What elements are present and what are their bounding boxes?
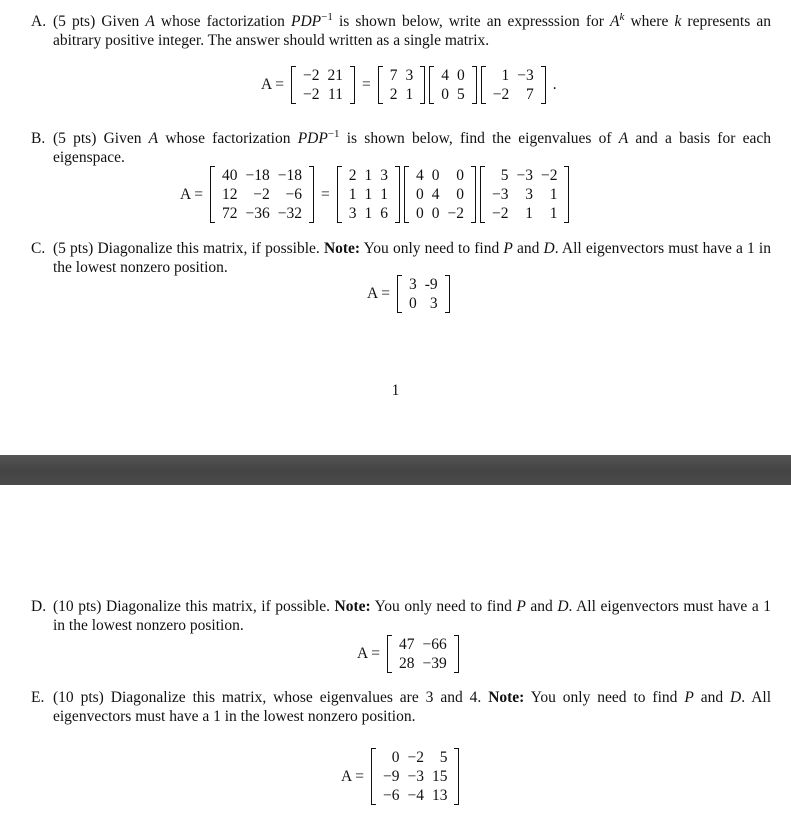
problem-e-equation	[336, 748, 461, 805]
problem-b-text: (5 pts) Given A whose factorization $PDP^{-1}$ is shown below, find the eigenvalues of A and a basis for each eigenspace.	[53, 127, 771, 166]
problem-e	[31, 688, 771, 726]
matrix-a	[371, 748, 460, 805]
matrix-entry-r2-c1: 0	[415, 185, 424, 203]
matrix-p-inverse	[481, 66, 546, 104]
page-separator	[0, 455, 791, 485]
matrix-entry-r3-c1: 3	[348, 204, 357, 222]
matrix-entry-r2-c2: 5	[456, 85, 465, 103]
problem-a-equation	[256, 66, 562, 104]
matrix-entry-r1-c3: −18	[277, 166, 302, 184]
problem-d-equation	[352, 635, 461, 673]
matrix-entry-r1-c3: 3	[380, 166, 388, 184]
matrix-entry-r2-c2: 3	[429, 294, 438, 312]
matrix-entry-r3-c2: 0	[431, 204, 440, 222]
matrix-entry-r1-c2: 0	[456, 66, 465, 84]
matrix-entry-r2-c2: 7	[525, 85, 534, 103]
matrix-grid	[342, 166, 395, 223]
matrix-entry-r3-c3: −2	[447, 204, 464, 222]
matrix-grid	[434, 66, 472, 104]
matrix-entry-r2-c1: −9	[382, 767, 400, 785]
matrix-entry-r1-c2: −3	[516, 166, 533, 184]
matrix-entry-r3-c2: 1	[364, 204, 373, 222]
lhs: A =	[341, 767, 364, 785]
matrix-p-inverse	[480, 166, 570, 223]
matrix-entry-r3-c3: 1	[549, 204, 558, 222]
matrix-entry-r1-c3: −2	[540, 166, 558, 184]
matrix-entry-r2-c1: −2	[302, 85, 320, 103]
matrix-entry-r2-c3: 1	[380, 185, 388, 203]
matrix-entry-r1-c1: 4	[415, 166, 424, 184]
problem-e-label: E.	[31, 689, 45, 706]
problem-d-label: D.	[31, 598, 47, 615]
matrix-entry-r1-c1: 2	[348, 166, 357, 184]
matrix-grid	[392, 635, 454, 673]
matrix-entry-r1-c2: −3	[517, 66, 534, 84]
matrix-entry-r3-c3: −32	[277, 204, 302, 222]
matrix-entry-r1-c2: −2	[407, 748, 424, 766]
matrix-entry-r2-c2: −3	[407, 767, 424, 785]
problem-e-text: (10 pts) Diagonalize this matrix, whose eigenvalues are 3 and 4. Note: You only need to find P and D. All eigenvectors must have a 1 in the lowest nonzero position.	[53, 689, 772, 725]
matrix-entry-r2-c2: −39	[422, 654, 447, 672]
matrix-entry-r2-c3: 15	[431, 767, 448, 785]
matrix-entry-r1-c1: 7	[389, 66, 398, 84]
problem-d	[31, 597, 771, 635]
problem-c-label: C.	[31, 240, 46, 257]
problem-a	[31, 12, 771, 50]
matrix-entry-r2-c3: 0	[456, 185, 464, 203]
matrix-entry-r3-c1: −6	[382, 786, 400, 804]
matrix-grid	[296, 66, 350, 104]
problem-c	[31, 239, 771, 277]
matrix-entry-r1-c1: 5	[500, 166, 509, 184]
problem-b-label: B.	[31, 130, 46, 147]
matrix-entry-r1-c3: 5	[439, 748, 448, 766]
matrix-entry-r2-c3: 1	[549, 185, 558, 203]
matrix-a	[210, 166, 314, 223]
matrix-entry-r2-c1: 28	[398, 654, 415, 672]
lhs: A =	[180, 185, 203, 203]
matrix-entry-r1-c1: 1	[501, 66, 510, 84]
matrix-entry-r2-c1: −3	[491, 185, 509, 203]
matrix-entry-r2-c2: −2	[253, 185, 270, 203]
matrix-entry-r1-c2: -9	[424, 275, 438, 293]
problem-b-equation	[175, 166, 571, 223]
matrix-entry-r2-c1: 1	[348, 185, 357, 203]
page-number: 1	[391, 382, 400, 399]
problem-c-equation	[362, 275, 452, 313]
matrix-grid	[485, 166, 565, 223]
matrix-entry-r2-c1: 2	[389, 85, 398, 103]
matrix-entry-r3-c1: 0	[415, 204, 424, 222]
matrix-entry-r1-c1: 0	[391, 748, 400, 766]
matrix-entry-r3-c3: 6	[380, 204, 388, 222]
matrix-grid	[215, 166, 309, 223]
matrix-entry-r3-c1: 72	[221, 204, 238, 222]
matrix-grid	[486, 66, 541, 104]
matrix-entry-r1-c2: 3	[405, 66, 414, 84]
problem-c-text: (5 pts) Diagonalize this matrix, if possible. Note: You only need to find P and D. All eigenvectors must have a 1 in the lowest nonzero position.	[53, 240, 771, 276]
matrix-entry-r2-c1: 0	[441, 85, 449, 103]
matrix-entry-r2-c3: −6	[285, 185, 302, 203]
matrix-entry-r1-c3: 0	[456, 166, 464, 184]
matrix-entry-r2-c2: 11	[328, 85, 343, 103]
matrix-d	[429, 66, 477, 104]
matrix-entry-r3-c2: −36	[245, 204, 270, 222]
matrix-p	[337, 166, 400, 223]
matrix-entry-r1-c2: −66	[422, 635, 447, 653]
matrix-grid	[409, 166, 471, 223]
matrix-entry-r2-c2: 4	[431, 185, 440, 203]
matrix-entry-r1-c2: 21	[327, 66, 343, 84]
problem-b	[31, 129, 771, 167]
matrix-a	[291, 66, 355, 104]
matrix-entry-r2-c2: 3	[525, 185, 533, 203]
matrix-entry-r3-c2: −4	[407, 786, 424, 804]
matrix-entry-r3-c1: −2	[491, 204, 509, 222]
matrix-grid	[402, 275, 445, 313]
matrix-entry-r1-c1: 47	[398, 635, 415, 653]
matrix-entry-r2-c2: 1	[405, 85, 414, 103]
matrix-a	[387, 635, 459, 673]
matrix-entry-r1-c2: 0	[431, 166, 440, 184]
matrix-d	[404, 166, 476, 223]
matrix-entry-r1-c2: −18	[245, 166, 270, 184]
matrix-entry-r3-c3: 13	[431, 786, 448, 804]
matrix-grid	[376, 748, 455, 805]
equals-sign: =	[320, 185, 330, 203]
matrix-a	[397, 275, 450, 313]
page-2	[0, 485, 791, 814]
matrix-entry-r2-c1: 0	[408, 294, 417, 312]
matrix-p	[378, 66, 426, 104]
lhs: A =	[357, 645, 380, 662]
matrix-entry-r1-c1: −2	[302, 66, 320, 84]
matrix-entry-r1-c1: 40	[221, 166, 238, 184]
matrix-entry-r1-c2: 1	[364, 166, 373, 184]
lhs: A =	[261, 76, 284, 93]
matrix-entry-r1-c1: 4	[441, 66, 449, 84]
problem-d-text: (10 pts) Diagonalize this matrix, if possible. Note: You only need to find P and D. All eigenvectors must have a 1 in the lowest nonzero position.	[53, 598, 771, 634]
problem-a-label: A.	[31, 13, 47, 30]
lhs: A =	[367, 285, 390, 302]
period: .	[552, 76, 557, 93]
equals-sign: =	[361, 76, 371, 93]
problem-a-text: (5 pts) Given A whose factorization $PDP^{-1}$ is shown below, write an expresssion for $A^k$ where k represents an abitrary positive integer. The answer should written as a single matrix.	[53, 10, 771, 49]
matrix-entry-r2-c2: 1	[364, 185, 373, 203]
matrix-entry-r1-c1: 3	[408, 275, 417, 293]
matrix-entry-r3-c2: 1	[525, 204, 533, 222]
matrix-entry-r2-c1: −2	[492, 85, 510, 103]
matrix-entry-r2-c1: 12	[221, 185, 238, 203]
matrix-grid	[383, 66, 421, 104]
